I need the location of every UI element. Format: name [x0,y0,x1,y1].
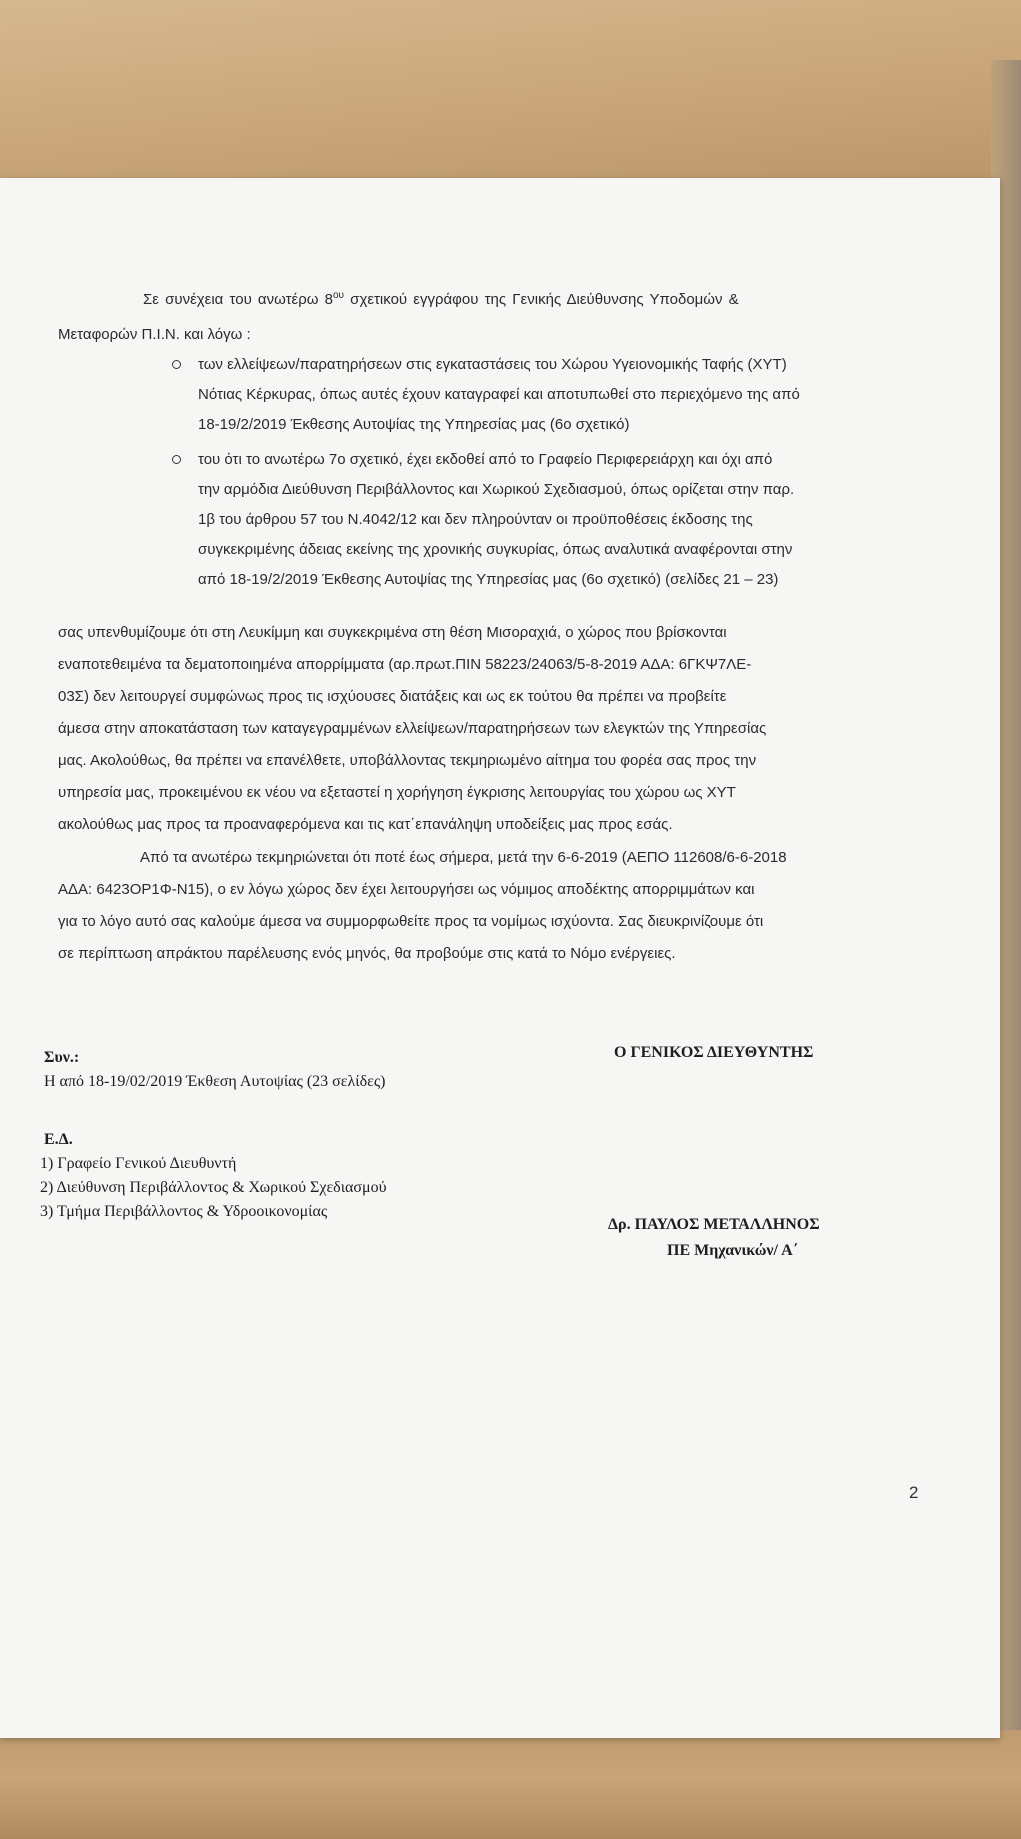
bullet-2-line: του ότι το ανωτέρω 7ο σχετικό, έχει εκδοθεί από το Γραφείο Περιφερειάρχη και όχι από [198,451,773,468]
intro-line-2: Μεταφορών Π.Ι.Ν. και λόγω : [58,326,251,343]
document-page [0,178,1000,1738]
paragraph-1-line: άμεσα στην αποκατάσταση των καταγεγραμμένων ελλείψεων/παρατηρήσεων των ελεγκτών της Υπηρεσίας [58,720,767,737]
paragraph-1-line: υπηρεσία μας, προκειμένου εκ νέου να εξεταστεί η χορήγηση έγκρισης λειτουργίας του χώρου ως ΧΥΤ [58,784,736,801]
signatory-rank: ΠΕ Μηχανικών/ Α΄ [667,1242,798,1259]
bullet-2-marker [172,455,181,464]
attachments-item: Η από 18-19/02/2019 Έκθεση Αυτοψίας (23 σελίδες) [44,1073,386,1090]
bullet-1-line: Νότιας Κέρκυρας, όπως αυτές έχουν καταγραφεί και αποτυπωθεί στο περιεχόμενο της από [198,386,800,403]
envelope-bottom [0,1730,1021,1839]
bullet-2-line: από 18-19/2/2019 Έκθεσης Αυτοψίας της Υπηρεσίας μας (6ο σχετικό) (σελίδες 21 – 23) [198,571,779,588]
distribution-item: 3) Τμήμα Περιβάλλοντος & Υδροοικονομίας [40,1203,328,1220]
paragraph-2-line: σε περίπτωση απράκτου παρέλευσης ενός μηνός, θα προβούμε στις κατά το Νόμο ενέργειες. [58,945,676,962]
paragraph-1-line: ακολούθως μας προς τα προαναφερόμενα και τις κατ΄επανάληψη υποδείξεις μας προς εσάς. [58,816,673,833]
bullet-2-line: την αρμόδια Διεύθυνση Περιβάλλοντος και Χωρικού Σχεδιασμού, όπως ορίζεται στην παρ. [198,481,795,498]
paragraph-1-line: μας. Ακολούθως, θα πρέπει να επανέλθετε, υποβάλλοντας τεκμηριωμένο αίτημα του φορέα σας προς την [58,752,757,769]
distribution-item: 2) Διεύθυνση Περιβάλλοντος & Χωρικού Σχεδιασμού [40,1179,387,1196]
intro-line-1: Σε συνέχεια του ανωτέρω $8^{o\upsilon}$ σχετικού εγγράφου της Γενικής Διεύθυνσης Υποδομών & [143,290,739,308]
bullet-2-line: 1β του άρθρου 57 του Ν.4042/12 και δεν πληρούνταν οι προϋποθέσεις έκδοσης της [198,511,753,528]
bullet-2-line: συγκεκριμένης άδειας εκείνης της χρονικής συγκυρίας, όπως αναλυτικά αναφέρονται στην [198,541,793,558]
paragraph-2-line: για το λόγο αυτό σας καλούμε άμεσα να συμμορφωθείτε προς τα νομίμως ισχύοντα. Σας διευκρινίζουμε ότι [58,913,764,930]
signature-title: Ο ΓΕΝΙΚΟΣ ΔΙΕΥΘΥΝΤΗΣ [614,1044,814,1061]
attachments-heading: Συν.: [44,1049,80,1066]
paragraph-1-line: εναποτεθειμένα τα δεματοποιημένα απορρίμματα (αρ.πρωτ.ΠΙΝ 58223/24063/5-8-2019 ΑΔΑ: 6ΓΚΨ7ΛΕ- [58,656,752,673]
paragraph-1-line: σας υπενθυμίζουμε ότι στη Λευκίμμη και συγκεκριμένα στη θέση Μισοραχιά, ο χώρος που βρίσκονται [58,624,727,641]
signatory-name: Δρ. ΠΑΥΛΟΣ ΜΕΤΑΛΛΗΝΟΣ [608,1216,820,1233]
bullet-1-marker [172,360,181,369]
distribution-heading: Ε.Δ. [44,1131,73,1148]
page-number: 2 [909,1483,919,1502]
envelope-top [0,0,1021,190]
paragraph-2-line: Από τα ανωτέρω τεκμηριώνεται ότι ποτέ έως σήμερα, μετά την 6-6-2019 (ΑΕΠΟ 112608/6-6-2018 [140,849,787,866]
distribution-item: 1) Γραφείο Γενικού Διευθυντή [40,1155,237,1172]
bullet-1-line: 18-19/2/2019 Έκθεσης Αυτοψίας της Υπηρεσίας μας (6ο σχετικό) [198,416,630,433]
paragraph-2-line: ΑΔΑ: 6423ΟΡ1Φ-Ν15), ο εν λόγω χώρος δεν έχει λειτουργήσει ως νόμιμος αποδέκτης απορριμμάτων και [58,881,755,898]
bullet-1-line: των ελλείψεων/παρατηρήσεων στις εγκαταστάσεις του Χώρου Υγειονομικής Ταφής (ΧΥΤ) [198,356,787,373]
paragraph-1-line: 03Σ) δεν λειτουργεί συμφώνως προς τις ισχύουσες διατάξεις και ως εκ τούτου θα πρέπει να προβείτε [58,688,727,705]
